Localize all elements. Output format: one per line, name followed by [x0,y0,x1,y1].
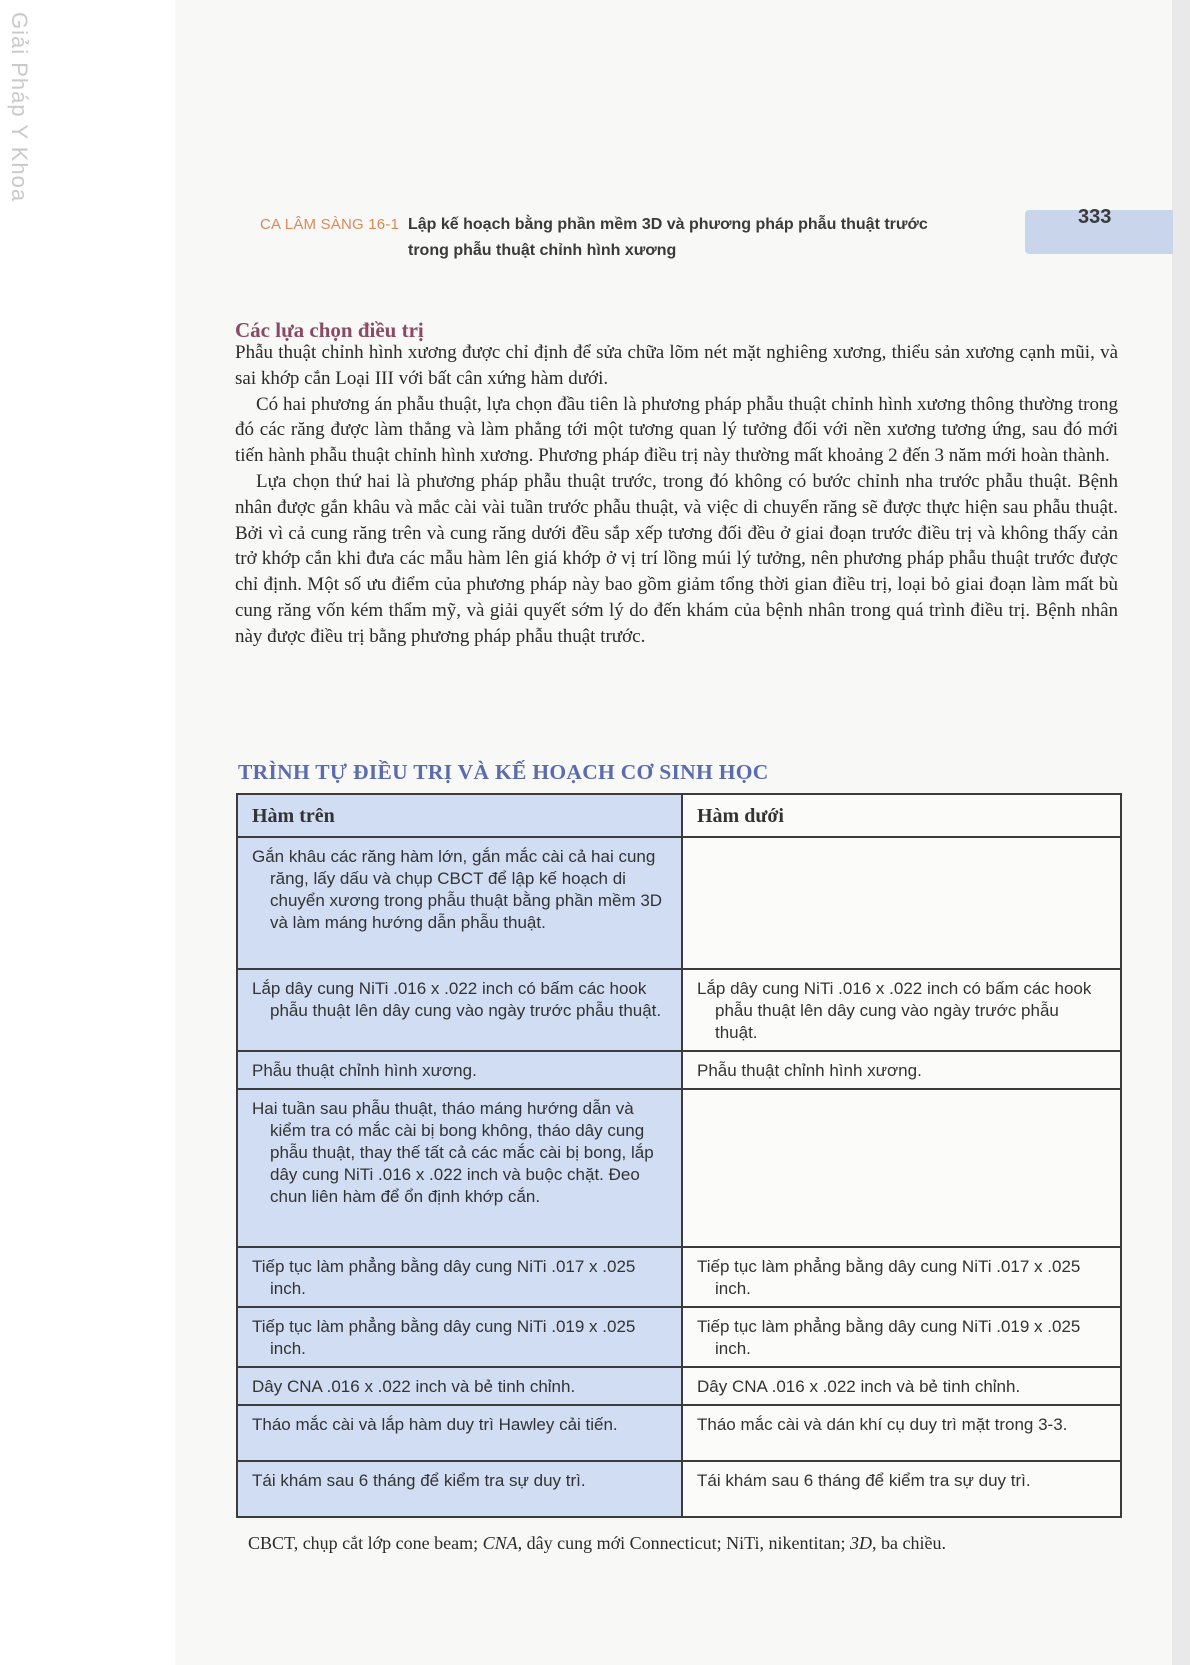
footnote-abbr: CNA [482,1533,518,1553]
upper-jaw-cell: Dây CNA .016 x .022 inch và bẻ tinh chỉnh. [237,1367,682,1405]
upper-jaw-cell: Gắn khâu các răng hàm lớn, gắn mắc cài cả hai cung răng, lấy dấu và chụp CBCT để lập kế hoạch di chuyển xương trong phẫu thuật bằng phần mềm 3D và làm máng hướng dẫn phẫu thuật. [237,837,682,969]
lower-jaw-cell: Lắp dây cung NiTi .016 x .022 inch có bấm các hook phẫu thuật lên dây cung vào ngày trước phẫu thuật. [682,969,1121,1051]
upper-jaw-cell: Tiếp tục làm phẳng bằng dây cung NiTi .017 x .025 inch. [237,1247,682,1307]
lower-jaw-cell [682,1089,1121,1247]
table-row [237,1367,1121,1405]
footnote-abbr: 3D [850,1533,872,1553]
paragraph: Có hai phương án phẫu thuật, lựa chọn đầu tiên là phương pháp phẫu thuật chỉnh hình xương thông thường trong đó các răng được làm thẳng và làm phẳng tới một tương quan lý tưởng đối với nền xương tương ứng, sau đó mới tiến hành phẫu thuật chỉnh hình xương. Phương pháp điều trị này thường mất khoảng 2 đến 3 năm mới hoàn thành. [235,393,1118,467]
footnote-def: nikentitan; [768,1533,846,1553]
page-number: 333 [1078,206,1112,228]
treatment-plan-table [236,793,1122,1518]
table-row [237,1089,1121,1247]
lower-jaw-cell: Tháo mắc cài và dán khí cụ duy trì mặt trong 3-3. [682,1405,1121,1461]
table-row [237,1307,1121,1367]
lower-jaw-cell: Tái khám sau 6 tháng để kiểm tra sự duy trì. [682,1461,1121,1517]
paragraph: Lựa chọn thứ hai là phương pháp phẫu thuật trước, trong đó không có bước chỉnh nha trước phẫu thuật. Bệnh nhân được gắn khâu và mắc cài vài tuần trước phẫu thuật, và việc di chuyển răng sẽ được thực hiện sau phẫu thuật. Bởi vì cả cung răng trên và cung răng dưới đều sắp xếp tương đối đều ở giai đoạn trước điều trị và không thấy cản trở khớp cắn khi đưa các mẫu hàm lên giá khớp ở vị trí lồng múi lý tưởng, nên phương pháp phẫu thuật trước được chỉ định. Một số ưu điểm của phương pháp này bao gồm giảm tổng thời gian điều trị, loại bỏ giai đoạn làm mất bù cung răng vốn kém thẩm mỹ, và giải quyết sớm lý do đến khám của bệnh nhân trong quá trình điều trị. Bệnh nhân này được điều trị bằng phương pháp phẫu thuật trước. [235,470,1118,647]
section-heading: Các lựa chọn điều trị [235,318,424,342]
lower-jaw-cell: Phẫu thuật chỉnh hình xương. [682,1051,1121,1089]
watermark: Giải Pháp Y Khoa [7,12,32,203]
table-footnote: CBCT, chụp cắt lớp cone beam; CNA, dây cung mới Connecticut; NiTi, nikentitan; 3D, ba chiều. [248,1533,946,1553]
upper-jaw-cell: Hai tuần sau phẫu thuật, tháo máng hướng dẫn và kiểm tra có mắc cài bị bong không, tháo dây cung phẫu thuật, thay thế tất cả các mắc cài bị bong, lắp dây cung NiTi .016 x .022 inch và buộc chặt. Đeo chun liên hàm để ổn định khớp cắn. [237,1089,682,1247]
upper-jaw-cell: Tái khám sau 6 tháng để kiểm tra sự duy trì. [237,1461,682,1517]
table-heading: TRÌNH TỰ ĐIỀU TRỊ VÀ KẾ HOẠCH CƠ SINH HỌC [238,760,769,784]
body-text [235,340,1118,650]
table-row [237,969,1121,1051]
left-margin [0,0,175,1665]
footnote-def: ba chiều. [881,1533,946,1553]
table-row [237,1051,1121,1089]
column-header-lower-jaw: Hàm dưới [682,794,1121,837]
upper-jaw-cell: Lắp dây cung NiTi .016 x .022 inch có bấm các hook phẫu thuật lên dây cung vào ngày trước phẫu thuật. [237,969,682,1051]
lower-jaw-cell: Tiếp tục làm phẳng bằng dây cung NiTi .017 x .025 inch. [682,1247,1121,1307]
column-header-upper-jaw: Hàm trên [237,794,682,837]
right-margin [1172,0,1190,1665]
footnote-abbr: CBCT [248,1533,294,1553]
table-row [237,1247,1121,1307]
table-header-row [237,794,1121,837]
lower-jaw-cell: Dây CNA .016 x .022 inch và bẻ tinh chỉnh. [682,1367,1121,1405]
footnote-abbr: NiTi [726,1533,760,1553]
footnote-def: dây cung mới Connecticut; [526,1533,722,1553]
upper-jaw-cell: Tháo mắc cài và lắp hàm duy trì Hawley cải tiến. [237,1405,682,1461]
lower-jaw-cell [682,837,1121,969]
case-label: CA LÂM SÀNG 16-1 [260,216,400,233]
upper-jaw-cell: Phẫu thuật chỉnh hình xương. [237,1051,682,1089]
paragraph: Phẫu thuật chỉnh hình xương được chỉ định để sửa chữa lõm nét mặt nghiêng xương, thiểu sản xương cạnh mũi, và sai khớp cắn Loại III với bất cân xứng hàm dưới. [235,342,1118,389]
table-row [237,1461,1121,1517]
table-row [237,837,1121,969]
lower-jaw-cell: Tiếp tục làm phẳng bằng dây cung NiTi .019 x .025 inch. [682,1307,1121,1367]
table-row [237,1405,1121,1461]
case-title: Lập kế hoạch bằng phần mềm 3D và phương pháp phẫu thuật trước trong phẫu thuật chỉnh hình xương [408,216,928,259]
upper-jaw-cell: Tiếp tục làm phẳng bằng dây cung NiTi .019 x .025 inch. [237,1307,682,1367]
footnote-def: chụp cắt lớp cone beam; [302,1533,479,1553]
